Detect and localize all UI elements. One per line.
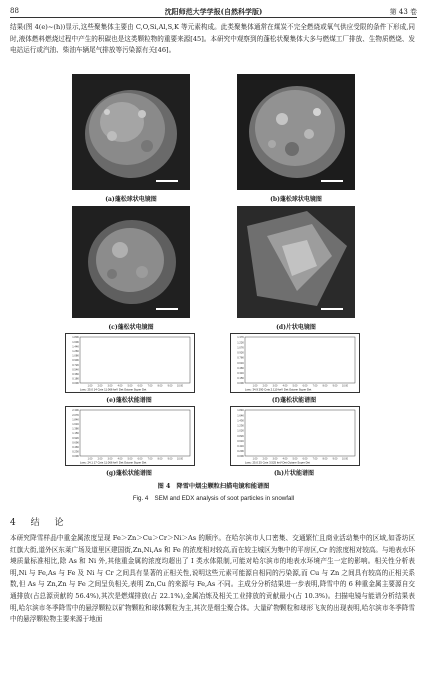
conclusion-paragraph: 本研究降雪样品中重金属浓度呈现 Fe＞Zn＞Cu＞Cr＞Ni＞As 的顺序。在哈尔滨市人口密集、交通繁忙且商业活动集中的区域,如香坊区红旗大街,道外区东莱广场及道里区建国街,Zn,Ni,As 和 Fe 的浓度相对较高,而在较主城区为集中的平房区,Cr 的浓度相对较高。与地表水环境质量标准相比,除 As 和 Ni 外,其他重金属的浓度均超出了 Ⅰ 类水体限制,可能对哈尔滨市的地表水环境产生一定的影响。相关性分析表明,Ni 与 Fe,As 与 Fe 及 Ni 与 Cr 之间具有显著的正相关性,说明这些元素可能源自相同的污染源,而 Cu 与 Zn 之间具有较高的正相关系数,但 As 与 Zn,Zn 与 Fe 之间呈负相关,表明 Zn,Cu 的来源与 Fe,As 不同。主成分分析结果进一步表明,降雪中的 6 种重金属主要源自交通排放(占总源贡献的 56.4%),其次是燃煤排放(占 22.1%),金属冶炼及相关工业排放的贡献最小(占 10.3%)。扫描电镜与能谱分析结果表明,哈尔滨市冬季降雪中的悬浮颗粒以矿物颗粒和球体颗粒为主,其次是烟尘聚合体。大量矿物颗粒和球形飞灰的出现表明,哈尔滨市冬季降雪中的悬浮颗粒物主要来源于地面 xyxy=(10,534,415,624)
sem-panel-a xyxy=(72,74,190,190)
x-tick-label: 7.00 xyxy=(312,384,318,388)
y-tick-label: 1.02K xyxy=(237,429,244,433)
spectrum-footer: Lsec: 25.0 14 Cnts 11.066 keV Det:Octane Super Det xyxy=(80,387,147,392)
y-tick-label: 0.00K xyxy=(237,382,244,386)
x-tick-label: 3.00 xyxy=(272,384,278,388)
panel-c-label: (c)蓬松状电镜图 xyxy=(108,324,154,331)
sem-image-a xyxy=(72,74,190,190)
spectrum-footer: Lsec: 24.1 17 Cnts 11.066 keV Det:Octane Super Det xyxy=(80,460,147,465)
sem-panel-b xyxy=(237,74,355,190)
y-tick-label: 0.92K xyxy=(72,436,79,440)
x-tick-label: 10.00 xyxy=(177,457,183,461)
x-tick-label: 4.00 xyxy=(282,457,288,461)
spectrum-plot-3 xyxy=(231,407,359,465)
panel-d-label: (d)片状电镜图 xyxy=(276,324,316,331)
sem-image-c xyxy=(72,206,190,318)
x-tick-label: 10.00 xyxy=(342,457,348,461)
x-tick-label: 4.00 xyxy=(117,384,123,388)
y-tick-label: 0.41K xyxy=(237,444,244,448)
x-tick-label: 3.00 xyxy=(107,457,113,461)
y-tick-label: 1.15K xyxy=(72,432,79,436)
x-tick-label: 2.00 xyxy=(97,384,103,388)
panel-a-label: (a)蓬松球状电镜图 xyxy=(105,196,157,203)
x-tick-label: 10.00 xyxy=(342,384,348,388)
y-tick-label: 1.23K xyxy=(237,424,244,428)
figure-caption-en: Fig. 4 SEM and EDX analysis of soot particles in snowfall xyxy=(132,495,295,502)
x-tick-label: 8.00 xyxy=(322,457,328,461)
y-tick-label: 0.92K xyxy=(237,351,244,355)
y-tick-label: 0.76K xyxy=(237,356,244,360)
header-rule xyxy=(10,17,417,18)
y-tick-label: 1.26K xyxy=(72,350,79,353)
y-tick-label: 1.37K xyxy=(237,336,244,340)
x-tick-label: 2.00 xyxy=(262,384,268,388)
y-tick-label: 0.31K xyxy=(237,371,244,375)
x-tick-label: 3.00 xyxy=(272,457,278,461)
x-tick-label: 6.00 xyxy=(302,384,308,388)
y-tick-label: 0.54K xyxy=(72,368,79,372)
y-tick-label: 0.69K xyxy=(72,441,79,445)
sem-panel-d xyxy=(237,206,355,318)
sem-image-d xyxy=(237,206,355,318)
spectrum-e xyxy=(65,333,195,393)
x-tick-label: 2.00 xyxy=(97,457,103,461)
y-tick-label: 1.43K xyxy=(237,419,244,423)
x-tick-label: 5.00 xyxy=(292,384,298,388)
plot-frame xyxy=(245,410,355,456)
x-tick-label: 9.00 xyxy=(167,457,173,461)
spectrum-h xyxy=(230,406,360,466)
figure-caption-cn: 图 4 降雪中烟尘颗粒扫描电镜和能谱图 xyxy=(157,483,270,490)
x-tick-label: 3.00 xyxy=(107,384,113,388)
y-tick-label: 1.07K xyxy=(237,346,244,350)
x-tick-label: 1.00 xyxy=(252,457,258,461)
x-tick-label: 8.00 xyxy=(157,457,163,461)
y-tick-label: 0.00K xyxy=(72,455,79,459)
y-tick-label: 0.20K xyxy=(237,450,244,454)
plot-frame xyxy=(80,337,190,383)
x-tick-label: 5.00 xyxy=(127,457,133,461)
y-tick-label: 0.00K xyxy=(72,382,79,386)
y-tick-label: 0.61K xyxy=(237,361,244,365)
y-tick-label: 0.46K xyxy=(72,446,79,449)
spectrum-g-label: (g)蓬松状能谱图 xyxy=(106,470,152,477)
y-tick-label: 0.00K xyxy=(237,455,244,459)
y-tick-label: 1.38K xyxy=(72,427,79,431)
spectrum-f xyxy=(230,333,360,393)
spectrum-h-label: (h)片状能谱图 xyxy=(273,470,315,477)
y-tick-label: 1.84K xyxy=(72,418,79,422)
spectrum-plot-1 xyxy=(231,334,359,392)
spectrum-footer: Lsec: 25.0 25 Cnts 3.525 keV Det:Octane Super Det xyxy=(245,460,310,465)
volume-label: 第 43 卷 xyxy=(389,8,417,16)
spectrum-g xyxy=(65,406,195,466)
x-tick-label: 10.00 xyxy=(177,384,183,388)
y-tick-label: 1.84K xyxy=(237,409,244,413)
x-tick-label: 1.00 xyxy=(87,457,93,461)
x-tick-label: 2.00 xyxy=(262,457,268,461)
y-tick-label: 1.44K xyxy=(72,345,79,349)
y-tick-label: 0.90K xyxy=(72,359,79,363)
spectrum-plot-0 xyxy=(66,334,194,392)
journal-title: 沈阳师范大学学报(自然科学版) xyxy=(164,7,263,16)
plot-frame xyxy=(80,410,190,456)
y-tick-label: 0.72K xyxy=(72,363,79,367)
y-tick-label: 1.64K xyxy=(237,414,244,418)
plot-frame xyxy=(245,337,355,383)
spectrum-e-label: (e)蓬松状能谱图 xyxy=(106,397,152,404)
x-tick-label: 9.00 xyxy=(332,457,338,461)
x-tick-label: 5.00 xyxy=(127,384,133,388)
section-heading: 4 结 论 xyxy=(10,518,70,528)
y-tick-label: 1.60K xyxy=(72,340,79,344)
page-number: 88 xyxy=(10,7,19,15)
spectrum-plot-2 xyxy=(66,407,194,465)
y-tick-label: 0.18K xyxy=(72,377,79,381)
x-tick-label: 7.00 xyxy=(147,384,153,388)
y-tick-label: 2.07K xyxy=(72,413,79,417)
x-tick-label: 6.00 xyxy=(137,457,143,461)
x-tick-label: 7.00 xyxy=(147,457,153,461)
x-tick-label: 5.00 xyxy=(292,457,298,461)
x-tick-label: 4.00 xyxy=(282,384,288,388)
x-tick-label: 7.00 xyxy=(312,457,318,461)
spectrum-f-label: (f)蓬松状能谱图 xyxy=(271,397,317,404)
y-tick-label: 0.36K xyxy=(72,373,79,376)
y-tick-label: 0.82K xyxy=(237,434,244,438)
spectrum-footer: Lsec: 34.9 290 Cnts 2.110 keV Det:Octane Super Det xyxy=(245,387,312,392)
running-header xyxy=(10,4,417,18)
y-tick-label: 0.46K xyxy=(237,366,244,370)
y-tick-label: 2.30K xyxy=(72,409,79,413)
y-tick-label: 0.23K xyxy=(72,450,79,454)
sem-image-b xyxy=(237,74,355,190)
y-tick-label: 1.22K xyxy=(237,341,244,345)
x-tick-label: 4.00 xyxy=(117,457,123,461)
panel-b-label: (b)蓬松球状电镜图 xyxy=(270,196,322,203)
y-tick-label: 1.61K xyxy=(72,423,79,426)
y-tick-label: 0.15K xyxy=(237,377,244,381)
x-tick-label: 8.00 xyxy=(322,384,328,388)
x-tick-label: 9.00 xyxy=(167,384,173,388)
x-tick-label: 6.00 xyxy=(137,384,143,388)
x-tick-label: 1.00 xyxy=(252,384,258,388)
y-tick-label: 1.08K xyxy=(72,354,79,358)
x-tick-label: 8.00 xyxy=(157,384,163,388)
x-tick-label: 1.00 xyxy=(87,384,93,388)
sem-panel-c xyxy=(72,206,190,318)
y-tick-label: 1.80K xyxy=(72,336,79,340)
y-tick-label: 0.61K xyxy=(237,439,244,443)
x-tick-label: 9.00 xyxy=(332,384,338,388)
x-tick-label: 6.00 xyxy=(302,457,308,461)
intro-paragraph: 结果(图 4(e)~(h))显示,这些聚集体主要由 C,O,Si,Al,S,K 等元素构成。此类聚集体通常在煤炭不完全燃烧或氧气供应受限的条件下形成,同时,液体燃料燃烧过程中产生的积碳也是这类颗粒物的重要来源[45]。本研究中观察到的蓬松状聚集体大多与燃煤工厂排放、生物质燃烧、发电站运行或汽油、柴油车辆尾气排放等污染源有关[46]。 xyxy=(10,23,415,55)
